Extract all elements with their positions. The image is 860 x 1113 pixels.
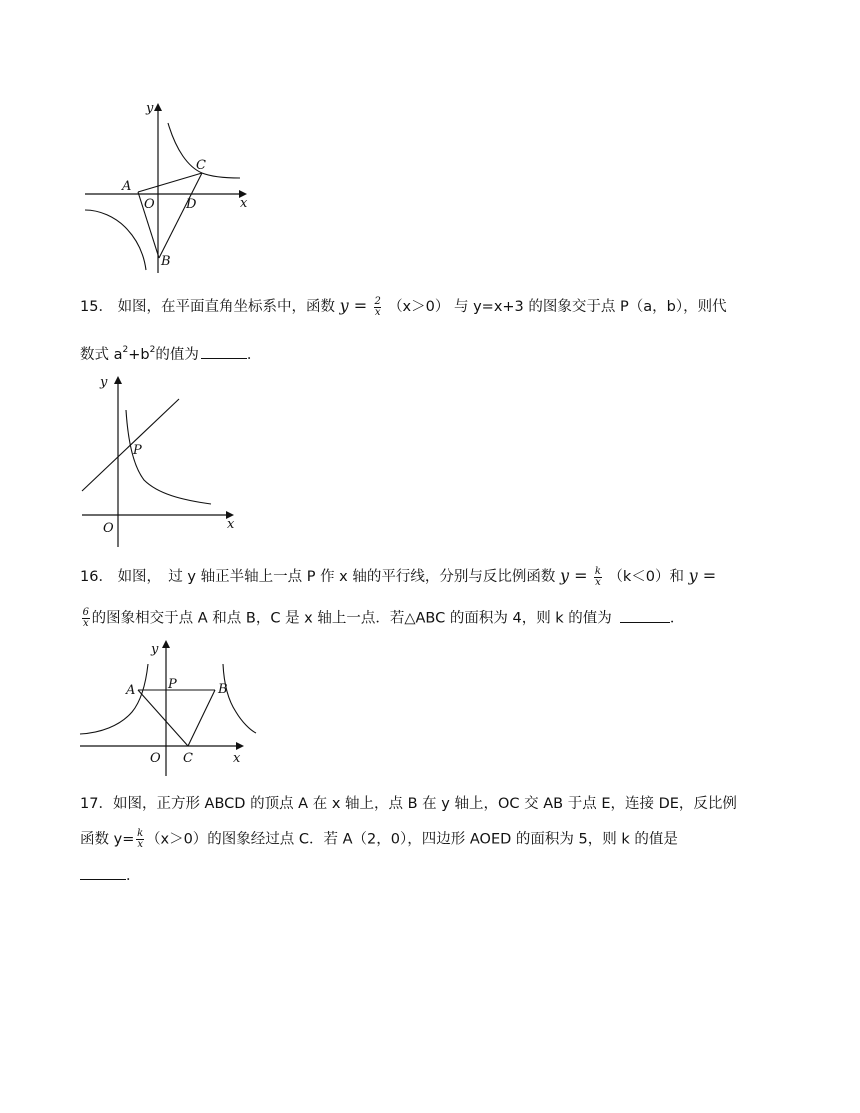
q16-end: ．: [669, 610, 685, 627]
q16-fraction-1: [594, 567, 602, 588]
label-b: B: [218, 682, 228, 697]
q15-line-2: [80, 340, 261, 365]
q15-exp-1: 2: [122, 345, 129, 355]
label-o: O: [103, 521, 114, 536]
q16-fraction-2: [82, 608, 90, 629]
q17-line2-pre: 函数 y=: [80, 831, 135, 848]
q17-frac-num: k: [137, 828, 144, 839]
label-a: A: [122, 179, 132, 194]
q15-frac-den: x: [374, 306, 381, 318]
label-y: y: [146, 101, 154, 116]
q17-line2-post: （x＞0）的图象经过点 C．若 A（2，0），四边形 AOED 的面积为 5，则 k 的值是: [145, 831, 678, 848]
q16-func-y2: y =: [688, 566, 717, 585]
segment-bc: [188, 690, 215, 746]
q16-text-pre: 如图， 过 y 轴正半轴上一点 P 作 x 轴的平行线，分别与反比例函数: [117, 569, 556, 585]
q16-number: 16．: [80, 569, 113, 585]
q17-fraction: [136, 829, 144, 850]
line-y-x-plus-3: [82, 399, 179, 491]
q15-number: 15．: [80, 299, 113, 315]
segment-ac: [138, 173, 202, 192]
q17-line1-text: 如图，正方形 ABCD 的顶点 A 在 x 轴上，点 B 在 y 轴上，OC 交 AB 于点 E，连接 DE，反比例: [112, 796, 737, 812]
q16-answer-blank[interactable]: [620, 610, 670, 623]
segment-bc: [159, 173, 202, 258]
label-p: P: [133, 443, 142, 458]
q17-line-3: [80, 866, 141, 886]
label-p: P: [168, 677, 177, 692]
q17-end: ．: [126, 868, 141, 884]
q17-number: 17．: [80, 796, 113, 812]
q15-text-mid: 与 y=x+3 的图象交于点 P（a，b），则代: [453, 299, 727, 315]
label-c: C: [196, 158, 206, 173]
q15-func-y: y =: [339, 296, 368, 315]
label-b: B: [161, 254, 171, 269]
label-c: C: [183, 751, 193, 766]
label-o: O: [144, 197, 155, 212]
q17-line-1: [80, 794, 737, 814]
label-a: A: [126, 683, 136, 698]
q15-condition: （x＞0）: [388, 299, 450, 315]
q15-text-pre: 如图，在平面直角坐标系中，函数: [117, 299, 336, 315]
q16-line2-text: 的图象相交于点 A 和点 B，C 是 x 轴上一点．若△ABC 的面积为 4，则 k 的值为: [91, 610, 612, 627]
q15-line2-post: 的值为: [155, 347, 199, 363]
label-o: O: [150, 751, 161, 766]
hyperbola-6-over-x: [223, 664, 256, 733]
q15-answer-blank[interactable]: [201, 346, 247, 359]
figure-q15: [80, 372, 245, 550]
q17-line-2: [80, 829, 678, 850]
q15-line2-pre: 数式 a: [80, 347, 123, 363]
label-x: x: [240, 196, 248, 211]
label-y: y: [100, 375, 108, 390]
label-x: x: [233, 751, 241, 766]
figure-q14: [80, 95, 260, 275]
q16-frac2-num: 6: [82, 607, 89, 618]
hyperbola-branch-lower: [85, 210, 146, 270]
q16-frac2-den: x: [83, 618, 89, 629]
hyperbola-k: [80, 664, 148, 734]
q16-line-1: [80, 566, 716, 588]
q17-answer-blank[interactable]: [80, 867, 126, 880]
q17-frac-den: x: [137, 839, 143, 850]
label-d: D: [186, 197, 197, 212]
q15-plus-b: +b: [128, 347, 150, 363]
label-x: x: [227, 517, 235, 532]
q15-line-1: [80, 296, 727, 318]
q15-exp-2: 2: [149, 345, 156, 355]
q16-line-2: [80, 608, 684, 629]
q16-frac1-den: x: [595, 576, 601, 588]
q16-condition: （k＜0）和: [608, 569, 684, 585]
q15-fraction: [374, 297, 382, 318]
q15-frac-num: 2: [374, 295, 381, 307]
q16-frac1-num: k: [594, 565, 601, 577]
q15-end: ．: [246, 347, 262, 363]
q16-func-y: y =: [559, 566, 588, 585]
segment-ac: [138, 690, 188, 746]
figure-q16: [80, 640, 250, 778]
label-y: y: [151, 642, 159, 657]
